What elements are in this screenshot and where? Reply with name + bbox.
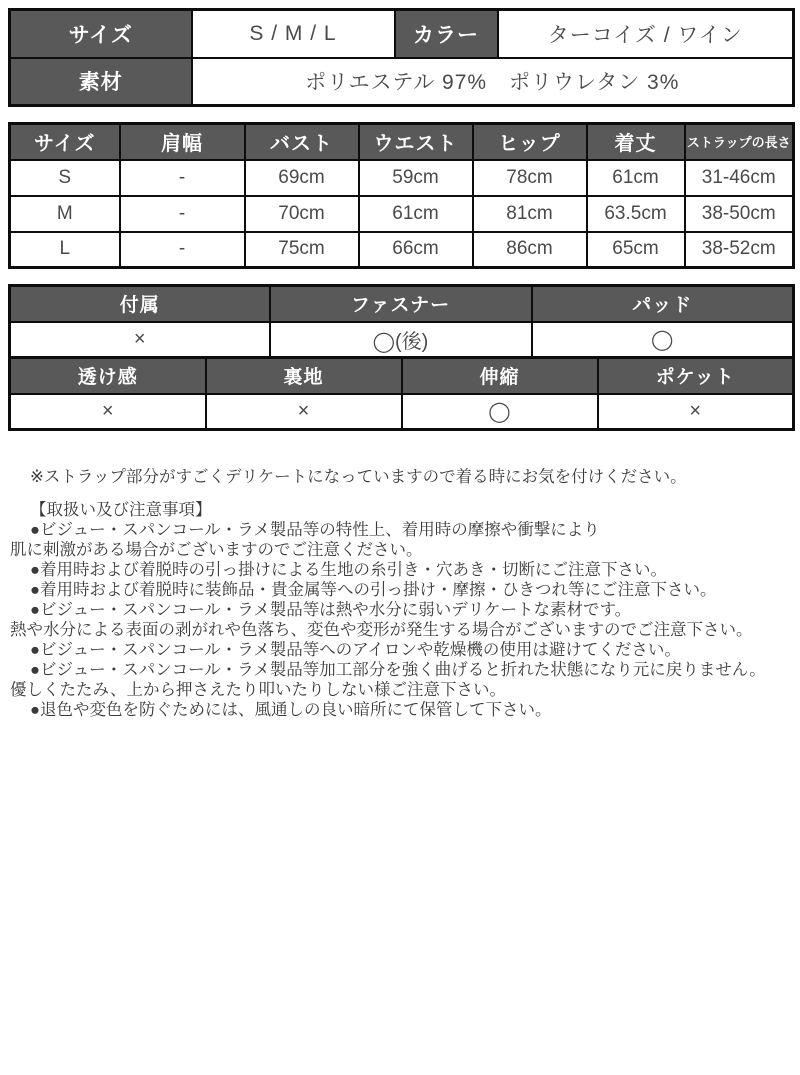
notes-section: [0, 467, 800, 720]
size-row-l: [10, 232, 794, 268]
value-lining: ×: [206, 394, 402, 430]
header-lining: 裏地: [206, 358, 402, 394]
value-accessories: ×: [10, 322, 270, 358]
cell-waist: 61cm: [359, 196, 473, 232]
cell-shoulder: -: [120, 160, 245, 196]
cell-length: 63.5cm: [587, 196, 685, 232]
features-b-header-row: [10, 358, 794, 394]
col-header-bust: バスト: [245, 124, 359, 160]
cell-shoulder: -: [120, 196, 245, 232]
features-a-value-row: [10, 322, 794, 358]
features-table-a: [8, 284, 795, 359]
material-row: [10, 58, 794, 106]
cell-size: M: [10, 196, 120, 232]
spec-sheet: [0, 8, 800, 1075]
col-header-length: 着丈: [587, 124, 685, 160]
cell-shoulder: -: [120, 232, 245, 268]
material-label: 素材: [10, 58, 192, 106]
cell-strap: 31-46cm: [685, 160, 794, 196]
size-value: S / M / L: [192, 10, 395, 58]
cell-hip: 86cm: [473, 232, 587, 268]
size-row-s: [10, 160, 794, 196]
care-line: ●着用時および着脱時の引っ掛けによる生地の糸引き・穴あき・切断にご注意下さい。: [30, 561, 667, 579]
header-pad: パッド: [532, 286, 794, 322]
cell-strap: 38-52cm: [685, 232, 794, 268]
cell-length: 65cm: [587, 232, 685, 268]
size-row-m: [10, 196, 794, 232]
col-header-size: サイズ: [10, 124, 120, 160]
care-line: 優しくたたみ、上から押さえたり叩いたりしない様ご注意下さい。: [10, 681, 506, 699]
header-sheerness: 透け感: [10, 358, 206, 394]
header-pocket: ポケット: [598, 358, 794, 394]
features-table-b: [8, 356, 795, 431]
value-pad: ◯: [532, 322, 794, 358]
size-chart-header-row: [10, 124, 794, 160]
header-stretch: 伸縮: [402, 358, 598, 394]
care-line: ●ビジュー・スパンコール・ラメ製品等へのアイロンや乾燥機の使用は避けてください。: [30, 641, 681, 659]
material-value: ポリエステル 97% ポリウレタン 3%: [192, 58, 794, 106]
value-pocket: ×: [598, 394, 794, 430]
care-line: ●ビジュー・スパンコール・ラメ製品等は熱や水分に弱いデリケートな素材です。: [30, 601, 632, 619]
cell-waist: 66cm: [359, 232, 473, 268]
care-line: 肌に刺激がある場合がございますのでご注意ください。: [10, 541, 423, 559]
cell-length: 61cm: [587, 160, 685, 196]
value-stretch: ◯: [402, 394, 598, 430]
care-line: ●ビジュー・スパンコール・ラメ製品等加工部分を強く曲げると折れた状態になり元に戻りません。: [30, 661, 766, 679]
care-line: ●着用時および着脱時に装飾品・貴金属等への引っ掛け・摩擦・ひきつれ等にご注意下さい。: [30, 581, 717, 599]
cell-hip: 81cm: [473, 196, 587, 232]
col-header-strap-length: ストラップの長さ: [685, 124, 794, 160]
cell-size: L: [10, 232, 120, 268]
cell-waist: 59cm: [359, 160, 473, 196]
care-line: ●ビジュー・スパンコール・ラメ製品等の特性上、着用時の摩擦や衝撃により: [30, 521, 600, 539]
header-zipper: ファスナー: [270, 286, 532, 322]
cell-hip: 78cm: [473, 160, 587, 196]
features-a-header-row: [10, 286, 794, 322]
cell-size: S: [10, 160, 120, 196]
value-sheerness: ×: [10, 394, 206, 430]
col-header-shoulder: 肩幅: [120, 124, 245, 160]
care-line: ●退色や変色を防ぐためには、風通しの良い暗所にて保管して下さい。: [30, 701, 552, 719]
care-title: 【取扱い及び注意事項】: [30, 501, 212, 519]
color-label: カラー: [395, 10, 498, 58]
size-color-row: [10, 10, 794, 58]
size-chart-table: [8, 122, 795, 269]
cell-bust: 75cm: [245, 232, 359, 268]
product-summary-table: [8, 8, 795, 107]
value-zipper: ◯(後): [270, 322, 532, 358]
cell-strap: 38-50cm: [685, 196, 794, 232]
strap-warning-text: ※ストラップ部分がすごくデリケートになっていますので着る時にお気を付けください。: [30, 468, 687, 486]
features-b-value-row: [10, 394, 794, 430]
cell-bust: 69cm: [245, 160, 359, 196]
cell-bust: 70cm: [245, 196, 359, 232]
color-value: ターコイズ / ワイン: [498, 10, 794, 58]
header-accessories: 付属: [10, 286, 270, 322]
care-line: 熱や水分による表面の剥がれや色落ち、変色や変形が発生する場合がございますのでご注意下さい。: [10, 621, 753, 639]
col-header-waist: ウエスト: [359, 124, 473, 160]
col-header-hip: ヒップ: [473, 124, 587, 160]
size-label: サイズ: [10, 10, 192, 58]
